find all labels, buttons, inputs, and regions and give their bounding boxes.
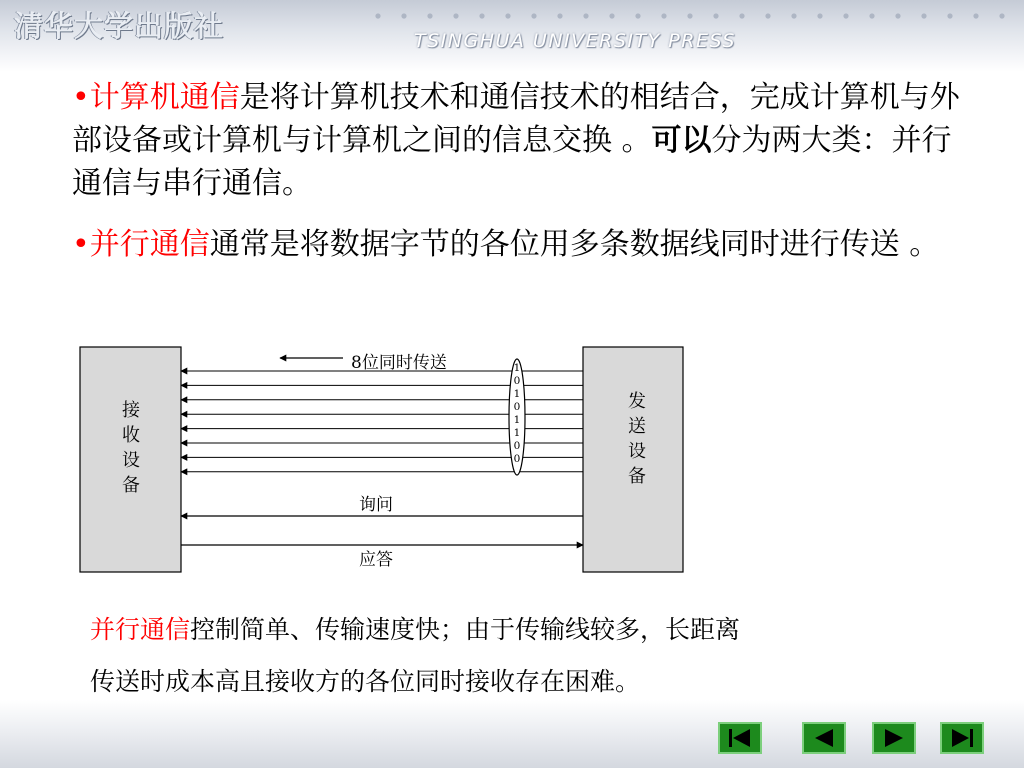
last-icon xyxy=(942,724,982,752)
first-slide-button[interactable] xyxy=(718,722,762,754)
previous-icon xyxy=(804,724,844,752)
bit-value: 1 xyxy=(513,414,521,426)
transfer-label: 8位同时传送 xyxy=(351,353,447,373)
publisher-logo-en: TSINGHUA UNIVERSITY PRESS xyxy=(414,30,736,52)
bit-value: 0 xyxy=(513,375,521,387)
bullet: • xyxy=(72,80,90,115)
paragraph-1-text-a: 是将计算机技术和通信技术的相结合，完成计算机与外部设备或计算机与计算机之间的信息交换 。 xyxy=(72,80,960,158)
parallel-transfer-diagram xyxy=(78,345,690,577)
paragraph-parallel-communication xyxy=(72,223,972,266)
answer-label: 应答 xyxy=(359,550,393,570)
bottom-note-line-1 xyxy=(90,614,990,646)
last-slide-button[interactable] xyxy=(940,722,984,754)
bottom-note-line-2: 传送时成本高且接收方的各位同时接收存在困难。 xyxy=(90,667,641,696)
bit-value: 0 xyxy=(513,401,521,413)
first-icon xyxy=(720,724,760,752)
bit-value: 0 xyxy=(513,453,521,465)
bit-value: 1 xyxy=(513,388,521,400)
bit-value: 1 xyxy=(513,362,521,374)
footer-bar xyxy=(0,700,1024,768)
bit-value: 1 xyxy=(513,427,521,439)
decorative-dots xyxy=(372,11,1012,21)
receiver-label: 接 收 设 备 xyxy=(122,400,140,496)
sender-label: 发 送 设 备 xyxy=(628,391,646,487)
term-computer-communication: 计算机通信 xyxy=(89,80,240,115)
term-parallel-communication-note: 并行通信 xyxy=(90,615,191,644)
previous-slide-button[interactable] xyxy=(802,722,846,754)
term-parallel-communication: 并行通信 xyxy=(89,227,210,262)
publisher-logo-cn: 清华大学出版社 xyxy=(14,9,225,43)
paragraph-1-text-b: 分为两大类：并行通信与串行通信。 xyxy=(72,123,952,201)
bottom-note-text-1: 控制简单、传输速度快；由于传输线较多，长距离 xyxy=(190,615,741,644)
next-icon xyxy=(874,724,914,752)
header-banner xyxy=(0,0,1024,72)
next-slide-button[interactable] xyxy=(872,722,916,754)
paragraph-computer-communication xyxy=(72,76,972,205)
query-label: 询问 xyxy=(359,495,393,515)
bullet: • xyxy=(72,227,90,262)
bit-value: 0 xyxy=(513,440,521,452)
paragraph-2-text: 通常是将数据字节的各位用多条数据线同时进行传送 。 xyxy=(209,227,940,262)
paragraph-1-bold: 可以 xyxy=(651,123,712,158)
